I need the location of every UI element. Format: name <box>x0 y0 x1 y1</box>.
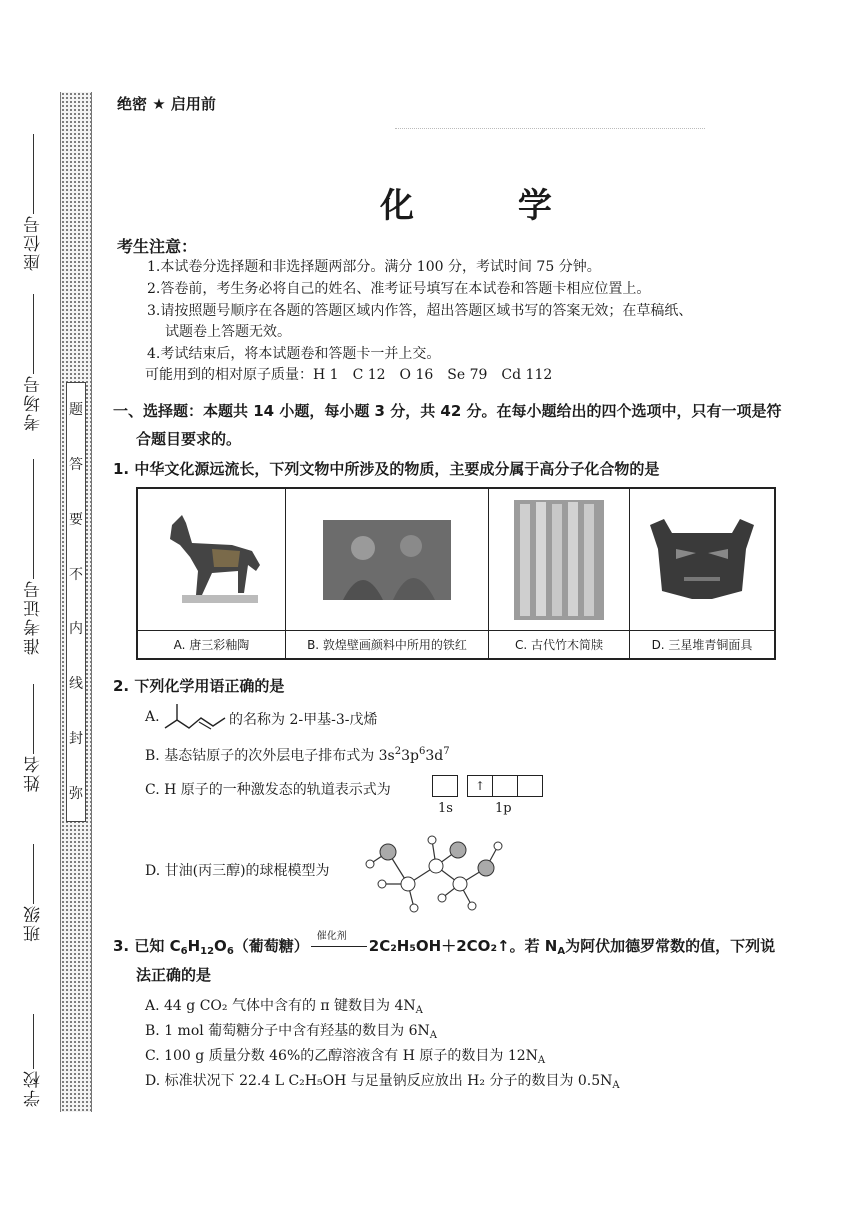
underline <box>33 844 34 904</box>
sub: A <box>537 1055 546 1066</box>
seat-label: 座位号 <box>23 214 44 271</box>
subject-title: 化 学 <box>380 186 598 226</box>
seal-char: 不 <box>69 566 83 583</box>
reaction-arrow <box>309 931 369 955</box>
b-sup: 7 <box>443 746 450 757</box>
seal-char: 线 <box>69 676 83 693</box>
orbital-label-1p: 1p <box>495 801 512 816</box>
question-2-stem: 2. 下列化学用语正确的是 <box>113 677 285 695</box>
margin-field-exam-id <box>18 455 48 655</box>
margin-field-school <box>18 1010 48 1107</box>
horse-figure <box>152 505 272 615</box>
room-label: 考场号 <box>23 374 44 431</box>
margin-field-class <box>18 840 48 942</box>
artifact-cell-b <box>286 489 489 658</box>
q2-option-c-text: C. H 原子的一种激发态的轨道表示式为 <box>145 782 391 798</box>
mural-image <box>286 489 488 630</box>
sub: 6 <box>180 946 188 957</box>
skeletal-formula <box>163 700 227 734</box>
sub: A <box>415 1005 423 1016</box>
artifact-cell-a <box>138 489 286 658</box>
q3-option-b <box>145 1020 437 1041</box>
seal-char: 题 <box>69 402 83 419</box>
opt-text: D. 标准状况下 22.4 L C₂H₅OH 与足量钠反应放出 H₂ 分子的数目为 0.5N <box>145 1073 613 1089</box>
top-divider <box>395 128 705 129</box>
underline <box>33 1014 34 1069</box>
orbital-box-1p-1 <box>467 775 493 797</box>
underline <box>33 684 34 754</box>
mask-figure <box>642 515 762 605</box>
seal-char: 弥 <box>69 785 83 802</box>
orbital-label-1s: 1s <box>438 801 453 816</box>
option-c-caption: C. 古代竹木简牍 <box>489 630 629 658</box>
class-label: 班级 <box>23 904 44 942</box>
b-sup: 6 <box>418 746 426 757</box>
secrecy-label: 绝密 ★ 启用前 <box>117 95 216 113</box>
q2-option-a-prefix: A. <box>145 709 160 725</box>
q2-option-d-text: D. 甘油(丙三醇)的球棍模型为 <box>145 863 330 879</box>
orbital-box-1p-2 <box>492 775 518 797</box>
b-text: 3d <box>425 748 444 764</box>
underline <box>33 459 34 579</box>
question-3-stem-cont: 法正确的是 <box>136 966 212 984</box>
bronze-mask-image <box>630 489 774 630</box>
q3-prefix: 3. 已知 C <box>113 937 181 955</box>
b-text: B. 基态钴原子的次外层电子排布式为 3s <box>145 748 395 764</box>
notice-item: 3.请按照题号顺序在各题的答题区域内作答，超出答题区域书写的答案无效；在草稿纸、 <box>147 303 693 319</box>
opt-text: C. 100 g 质量分数 46%的乙醇溶液含有 H 原子的数目为 12N <box>145 1048 538 1064</box>
artifact-table <box>136 487 776 660</box>
name-label: 姓名 <box>23 754 44 792</box>
option-b-caption: B. 敦煌壁画颜料中所用的铁红 <box>286 630 488 658</box>
notice-item: 4.考试结束后，将本试题卷和答题卡一并上交。 <box>147 346 441 362</box>
q2-option-b <box>145 745 450 765</box>
tang-horse-image <box>138 489 285 630</box>
notice-item: 试题卷上答题无效。 <box>165 324 291 340</box>
q3-stem-end: 为阿伏加德罗常数的值，下列说 <box>565 937 776 955</box>
q2-option-a-text: 的名称为 2-甲基-3-戊烯 <box>229 712 378 728</box>
bamboo-figure <box>514 500 604 620</box>
atomic-masses: 可能用到的相对原子质量：H 1 C 12 O 16 Se 79 Cd 112 <box>145 367 553 383</box>
bamboo-slips-image <box>489 489 629 630</box>
margin-field-seat <box>18 130 48 271</box>
notice-item: 1.本试卷分选择题和非选择题两部分。满分 100 分，考试时间 75 分钟。 <box>147 259 601 275</box>
section-heading: 一、选择题：本题共 14 小题，每小题 3 分，共 42 分。在每小题给出的四个选项中，只有一项是符 <box>113 402 782 420</box>
catalyst-label: 催化剂 <box>316 931 347 942</box>
mural-figure <box>323 520 451 600</box>
seal-char: 内 <box>69 621 83 638</box>
sub: 6 <box>226 946 234 957</box>
option-a-caption: A. 唐三彩釉陶 <box>138 630 285 658</box>
q3-option-c <box>145 1045 545 1066</box>
glycerol-ball-stick-model <box>362 828 512 918</box>
q3-option-d <box>145 1070 620 1091</box>
b-text: 3p <box>401 748 419 764</box>
orbital-box-1p-3 <box>517 775 543 797</box>
notice-heading: 考生注意： <box>117 237 198 256</box>
seal-char: 封 <box>69 730 83 747</box>
sub: A <box>557 946 566 957</box>
margin-field-room <box>18 290 48 431</box>
question-3-stem: 3. 已知 $C_6H_{12}O_6$（葡萄糖） 催化剂 2C₂H₅OH＋2CO₂↑。若 $N_A$为阿伏加德罗常数的值，下列说 <box>113 935 775 957</box>
school-label: 学校 <box>23 1069 44 1107</box>
seal-char: 要 <box>69 511 83 528</box>
margin-field-name <box>18 680 48 792</box>
opt-text: A. 44 g CO₂ 气体中含有的 π 键数目为 4N <box>145 998 416 1014</box>
exam-id-label: 准考证号 <box>23 579 44 655</box>
sub: A <box>612 1080 620 1091</box>
sub: 12 <box>200 946 215 957</box>
orbital-box-1s <box>432 775 458 797</box>
q3-glucose: （葡萄糖） <box>233 937 309 955</box>
section-heading-cont: 合题目要求的。 <box>136 430 242 448</box>
seal-warning <box>66 382 86 822</box>
seal-char: 答 <box>69 457 83 474</box>
notice-item: 2.答卷前，考生务必将自己的姓名、准考证号填写在本试卷和答题卡相应位置上。 <box>147 281 651 297</box>
artifact-cell-d <box>630 489 774 658</box>
opt-text: B. 1 mol 葡萄糖分子中含有羟基的数目为 6N <box>145 1023 430 1039</box>
sub: A <box>429 1030 438 1041</box>
electron-arrow: ↑ <box>474 779 486 793</box>
b-sup: 2 <box>394 746 402 757</box>
underline <box>33 294 34 374</box>
artifact-cell-c <box>489 489 630 658</box>
option-d-caption: D. 三星堆青铜面具 <box>630 630 774 658</box>
q3-products: 2C₂H₅OH＋2CO₂↑。若 N <box>368 937 558 955</box>
underline <box>33 134 34 214</box>
q3-option-a <box>145 995 423 1016</box>
question-1-stem: 1. 中华文化源远流长，下列文物中所涉及的物质，主要成分属于高分子化合物的是 <box>113 460 660 478</box>
